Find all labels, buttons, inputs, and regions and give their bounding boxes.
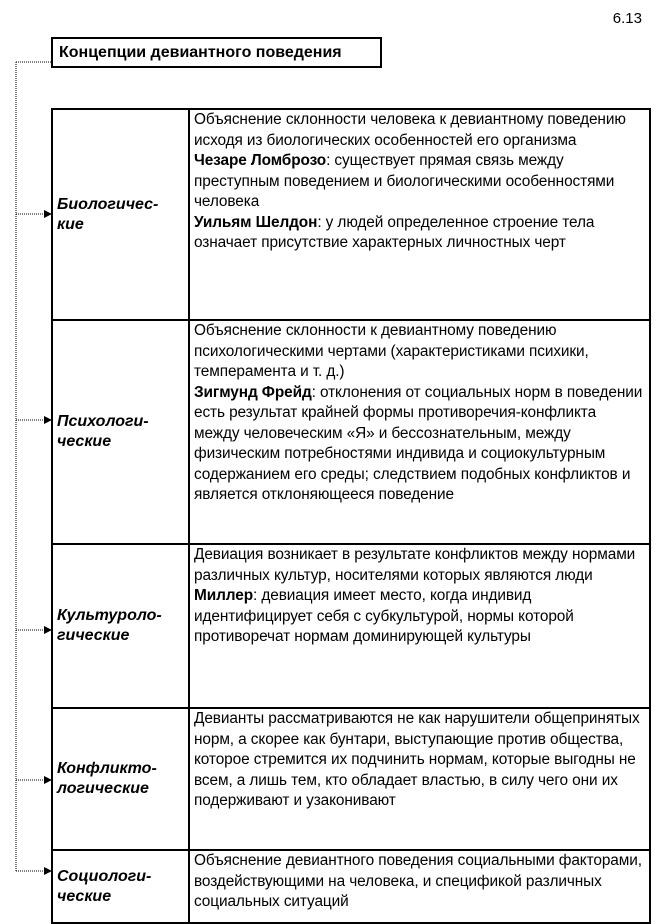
description-paragraph: Уильям Шелдон: у людей определенное строение тела означает присутствие характерных личностных черт	[194, 213, 595, 251]
concept-description	[190, 709, 649, 849]
page-number: 6.13	[612, 10, 642, 27]
author-name: Миллер	[194, 587, 253, 604]
concept-description	[190, 321, 649, 543]
concept-label: Культуроло- гические	[57, 607, 162, 644]
description-paragraph: Объяснение склонности к девиантному поведению психологическими чертами (характеристиками психики, темперамента и т. д.)	[194, 322, 589, 380]
description-paragraph: Девианты рассматриваются не как нарушители общепринятых норм, а скорее как бунтари, выступающие против общества, которое стремится их подчинить нормам, которые выгодны не всем, а лишь тем, кто обладает властью, в силу чего они их подерживают и узаконивают	[194, 710, 640, 809]
description-paragraph: Девиация возникает в результате конфликтов между нормами различных культур, носителями которых являются люди	[194, 546, 636, 584]
concept-label: Биологичес- кие	[57, 195, 159, 233]
concept-row-cultural	[53, 545, 649, 709]
author-name: Зигмунд Фрейд	[194, 383, 312, 401]
concept-row-psychological	[53, 321, 649, 545]
author-name: Уильям Шелдон	[194, 213, 318, 231]
concept-description	[190, 545, 649, 707]
concept-label-cell	[53, 321, 190, 543]
concept-label-cell	[53, 545, 190, 707]
diagram-title: Концепции девиантного поведения	[51, 37, 382, 68]
concept-row-biological	[53, 110, 649, 321]
author-name: Чезаре Ломброзо	[194, 152, 327, 169]
description-paragraph: Чезаре Ломброзо: существует прямая связь между преступным поведением и биологическими особенностями человека	[194, 152, 615, 210]
concept-description	[190, 110, 649, 319]
description-paragraph: Объяснение склонности человека к девиантному поведению исходя из биологических особенностей его организма	[194, 111, 626, 149]
concept-label-cell	[53, 709, 190, 849]
description-paragraph: Объяснение девиантного поведения социальными факторами, воздействующими на человека, и спецификой различных социальных ситуаций	[194, 852, 642, 910]
concept-row-conflict	[53, 709, 649, 851]
concept-label-cell	[53, 110, 190, 319]
concept-description	[190, 851, 649, 922]
concept-label: Социологи- ческие	[57, 867, 152, 905]
concepts-table	[51, 108, 651, 924]
concept-row-sociological	[53, 851, 649, 922]
concept-label: Конфликто- логические	[57, 760, 157, 797]
concept-label: Психологи- ческие	[57, 413, 149, 450]
description-paragraph: Зигмунд Фрейд: отклонения от социальных норм в поведении есть результат крайней формы противоречия-конфликта между человеческим «Я» и бессознательным, между физическим потребностями индивида и социокультурным содержанием его среды; следствием подобных конфликтов и является отклоняющееся поведение	[194, 383, 643, 503]
description-paragraph: Миллер: девиация имеет место, когда индивид идентифицирует себя с субкультурой, нормы которой противоречат нормам доминирующей культуры	[194, 587, 574, 645]
concept-label-cell	[53, 851, 190, 922]
